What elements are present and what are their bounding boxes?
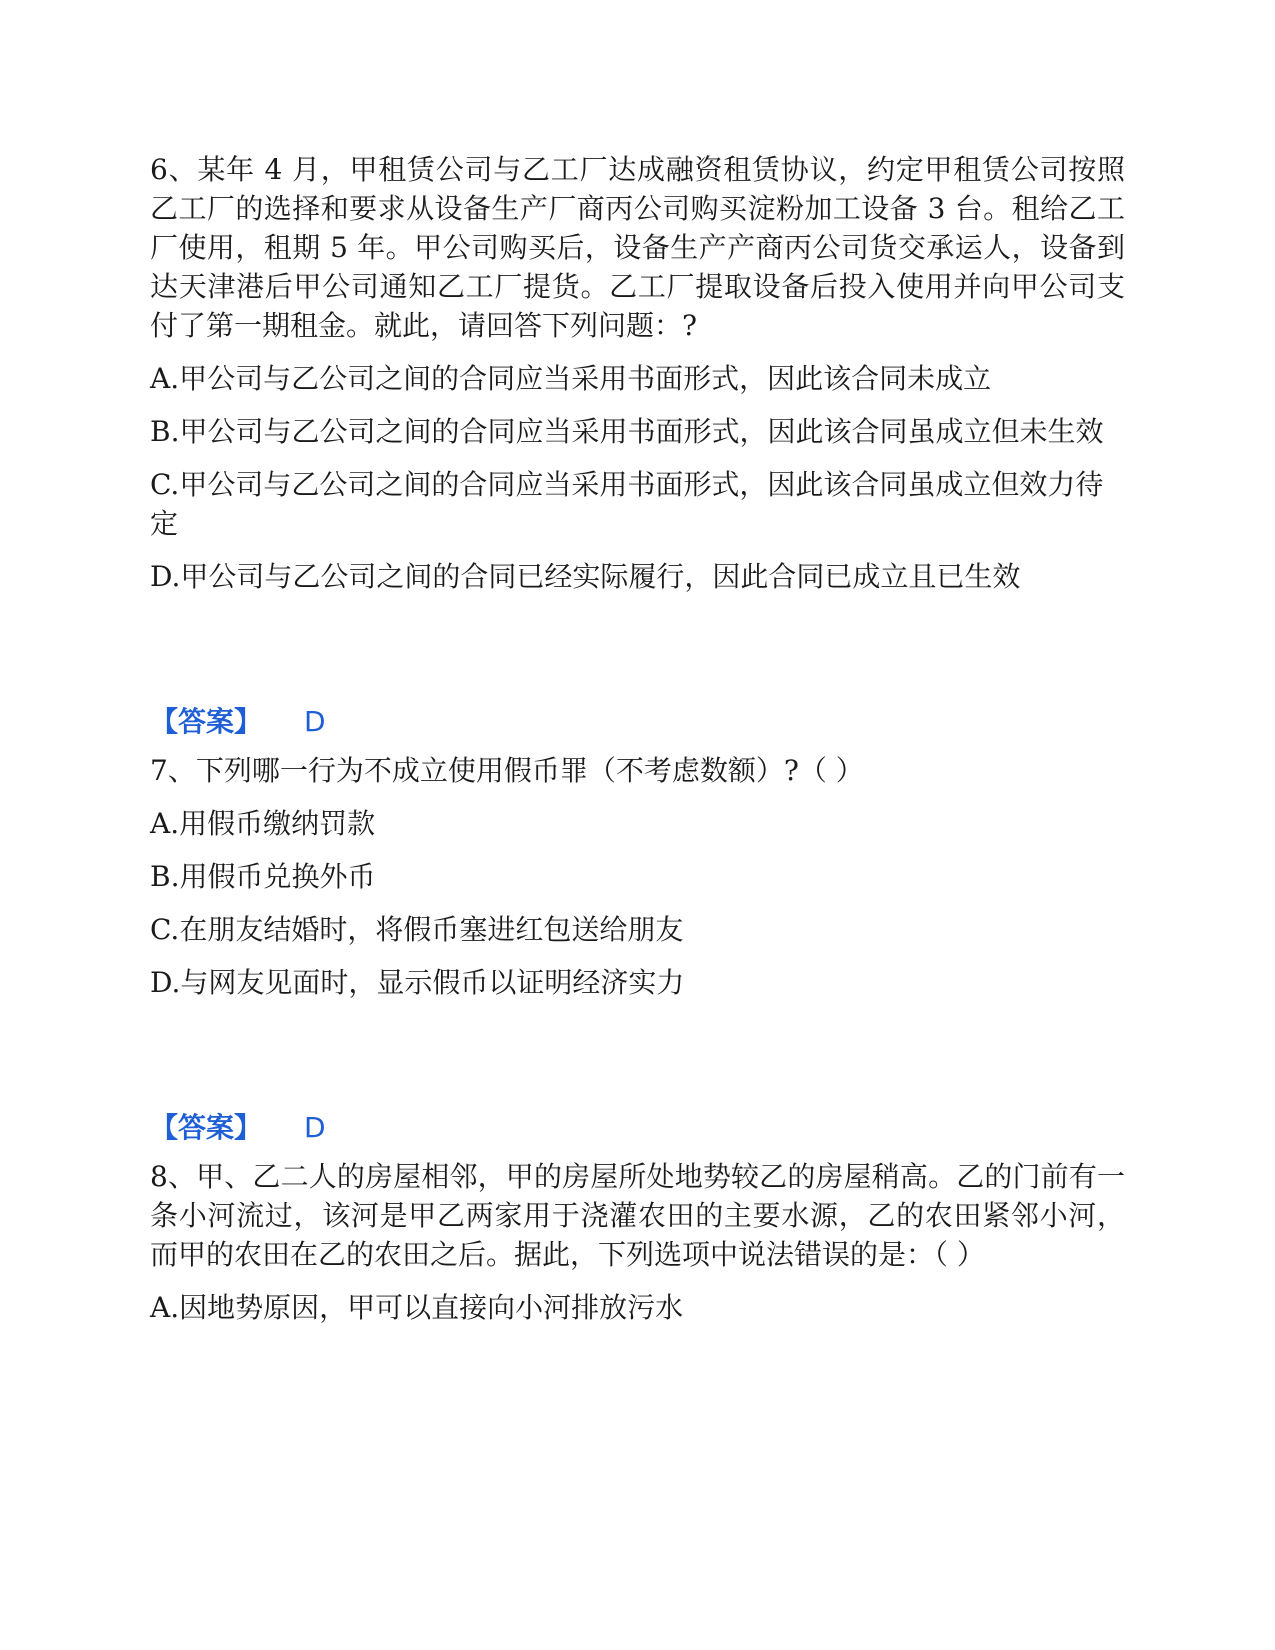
answer-value: D bbox=[304, 1111, 326, 1144]
answer-row bbox=[150, 1108, 1125, 1147]
option-b: B.用假币兑换外币 bbox=[150, 860, 376, 893]
answer-label: 【答案】 bbox=[150, 705, 263, 738]
option-a: A.甲公司与乙公司之间的合同应当采用书面形式，因此该合同未成立 bbox=[150, 362, 992, 395]
option-b: B.甲公司与乙公司之间的合同应当采用书面形式，因此该合同虽成立但未生效 bbox=[150, 415, 1104, 448]
option-d: D.与网友见面时，显示假币以证明经济实力 bbox=[150, 966, 685, 999]
option-d: D.甲公司与乙公司之间的合同已经实际履行，因此合同已成立且已生效 bbox=[150, 560, 1021, 593]
option-c: C.在朋友结婚时，将假币塞进红包送给朋友 bbox=[150, 913, 684, 946]
question-6 bbox=[150, 150, 1125, 741]
question-stem: 7、下列哪一行为不成立使用假币罪（不考虑数额）?（ ） bbox=[150, 754, 864, 787]
option-a: A.用假币缴纳罚款 bbox=[150, 807, 376, 840]
option-c: C.甲公司与乙公司之间的合同应当采用书面形式，因此该合同虽成立但效力待定 bbox=[150, 468, 1104, 540]
question-8 bbox=[150, 1157, 1125, 1327]
exam-page bbox=[150, 150, 1125, 1327]
answer-row bbox=[150, 702, 1125, 741]
option-a: A.因地势原因，甲可以直接向小河排放污水 bbox=[150, 1291, 684, 1324]
question-stem: 8、甲、乙二人的房屋相邻，甲的房屋所处地势较乙的房屋稍高。乙的门前有一条小河流过，该河是甲乙两家用于浇灌农田的主要水源，乙的农田紧邻小河，而甲的农田在乙的农田之后。据此，下列选项中说法错误的是：（ ） bbox=[150, 1160, 1125, 1271]
question-stem: 6、某年 4 月，甲租赁公司与乙工厂达成融资租赁协议，约定甲租赁公司按照乙工厂的选择和要求从设备生产厂商丙公司购买淀粉加工设备 3 台。租给乙工厂使用，租期 5 年。甲公司购买后，设备生产产商丙公司货交承运人，设备到达天津港后甲公司通知乙工厂提货。乙工厂提取设备后投入使用并向甲公司支付了第一期租金。就此，请回答下列问题：? bbox=[150, 153, 1125, 342]
question-7 bbox=[150, 751, 1125, 1147]
answer-label: 【答案】 bbox=[150, 1111, 263, 1144]
answer-value: D bbox=[304, 705, 326, 738]
